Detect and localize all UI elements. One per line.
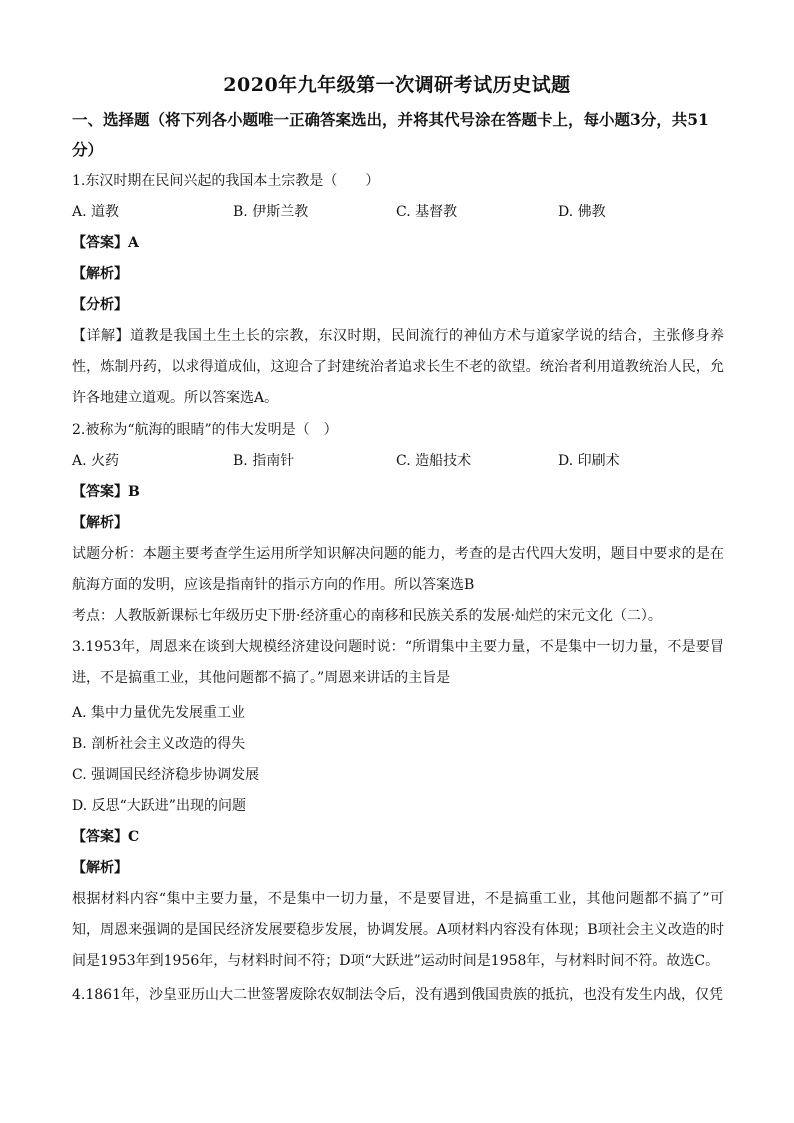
section-heading-line1: 一、选择题（将下列各小题唯一正确答案选出，并将其代号涂在答题卡上，每小题3分，共51 <box>72 110 709 129</box>
q1-jiexi-label: 【解析】 <box>72 266 128 282</box>
q3-answer: 【答案】C <box>72 829 140 845</box>
q3-jiexi-label: 【解析】 <box>72 860 128 876</box>
q1-option-d: D. 佛教 <box>558 204 606 220</box>
question-4-stem: 4.1861年，沙皇亚历山大二世签署废除农奴制法令后，没有遇到俄国贵族的抵抗，也没有发生内战，仅凭 <box>72 987 723 1003</box>
q3-option-d: D. 反思“大跃进”出现的问题 <box>72 798 246 814</box>
q2-option-b: B. 指南针 <box>233 453 295 469</box>
q2-option-a: A. 火药 <box>72 453 120 469</box>
q2-kaodian: 考点：人教版新课标七年级历史下册·经济重心的南移和民族关系的发展·灿烂的宋元文化（二）。 <box>72 608 662 624</box>
question-1-stem: 1.东汉时期在民间兴起的我国本土宗教是（ ） <box>72 173 380 189</box>
q3-option-a: A. 集中力量优先发展重工业 <box>72 705 246 721</box>
q1-option-a: A. 道教 <box>72 204 120 220</box>
q3-option-b: B. 剖析社会主义改造的得失 <box>72 736 246 752</box>
q2-option-d: D. 印刷术 <box>558 453 620 469</box>
section-heading-line2: 分） <box>72 140 104 159</box>
q1-answer: 【答案】A <box>72 235 139 251</box>
page-title: 2020年九年级第一次调研考试历史试题 <box>223 74 571 96</box>
q1-option-c: C. 基督教 <box>396 204 458 220</box>
question-3-stem: 3.1953年，周恩来在谈到大规模经济建设问题时说：“所谓集中主要力量，不是集中一切力量，不是要冒进，不是搞重工业，其他问题都不搞了。”周恩来讲话的主旨是 <box>72 639 724 686</box>
q2-analysis: 试题分析：本题主要考查学生运用所学知识解决问题的能力，考查的是古代四大发明，题目中要求的是在航海方面的发明，应该是指南针的指示方向的作用。所以答案选B <box>72 546 724 593</box>
q2-option-c: C. 造船技术 <box>396 453 472 469</box>
q1-fenxi-label: 【分析】 <box>72 297 128 313</box>
q1-option-b: B. 伊斯兰教 <box>233 204 309 220</box>
q3-analysis: 根据材料内容“集中主要力量，不是集中一切力量，不是要冒进，不是搞重工业，其他问题都不搞了”可知，周恩来强调的是国民经济发展要稳步发展，协调发展。A项材料内容没有体现；B项社会主义改造的时间是1953年到1956年，与材料时间不符；D项“大跃进”运动时间是1958年，与材料时间不符。故选C。 <box>72 891 724 969</box>
q1-detailed-explanation: 【详解】道教是我国土生土长的宗教，东汉时期，民间流行的神仙方术与道家学说的结合，主张修身养性，炼制丹药，以求得道成仙，这迎合了封建统治者追求长生不老的欲望。统治者利用道教统治人民，允许各地建立道观。所以答案选A。 <box>72 328 724 406</box>
q2-answer: 【答案】B <box>72 484 140 500</box>
question-2-stem: 2.被称为“航海的眼睛”的伟大发明是（ ） <box>72 422 338 438</box>
q2-jiexi-label: 【解析】 <box>72 515 128 531</box>
q3-option-c: C. 强调国民经济稳步协调发展 <box>72 767 260 783</box>
